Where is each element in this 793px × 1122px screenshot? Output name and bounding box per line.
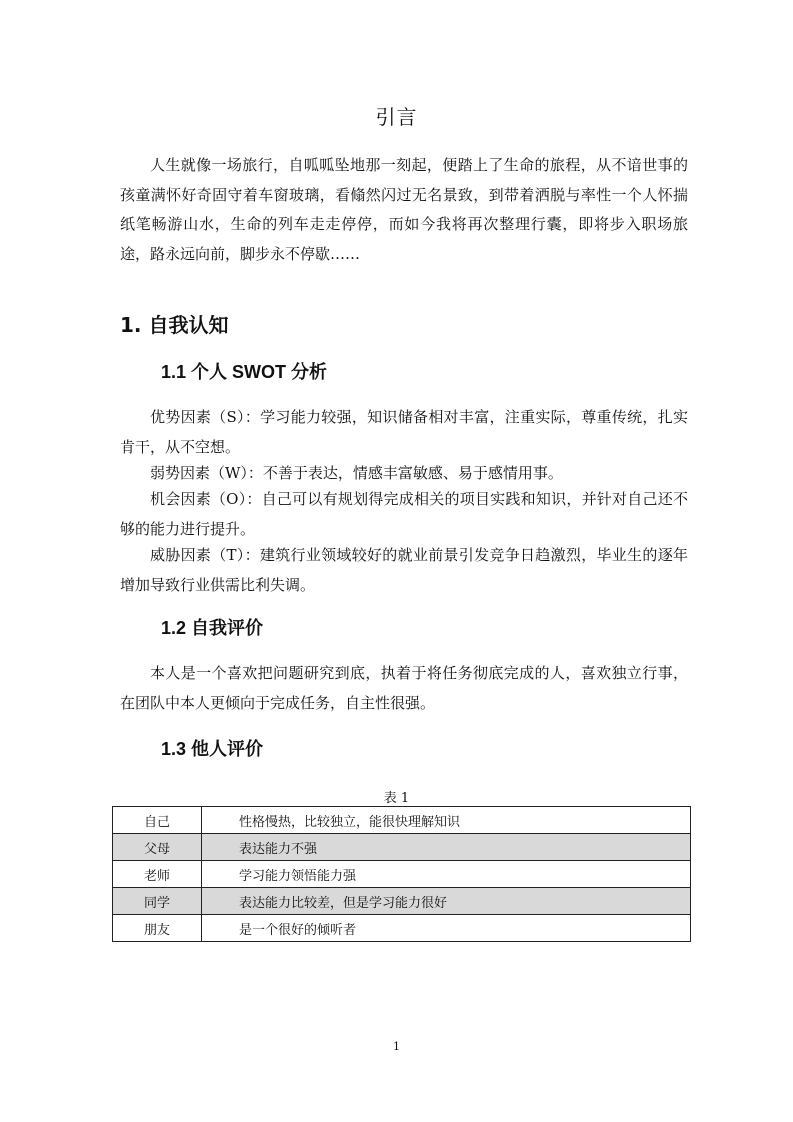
- table-cell-evaluator: 朋友: [113, 915, 202, 942]
- table-cell-evaluation: 表达能力不强: [202, 834, 691, 861]
- table-row: [113, 834, 691, 861]
- table-cell-evaluator: 同学: [113, 888, 202, 915]
- swot-weakness-paragraph: 弱势因素（W）：不善于表达，情感丰富敏感、易于感情用事。: [150, 464, 563, 482]
- section-heading-self-cognition: 1. 自我认知: [120, 313, 229, 337]
- self-eval-paragraph: 本人是一个喜欢把问题研究到底，执着于将任务彻底完成的人，喜欢独立行事，在团队中本人更倾向于完成任务，自主性很强。: [120, 664, 688, 712]
- swot-strength-paragraph: 优势因素（S）：学习能力较强，知识储备相对丰富，注重实际，尊重传统，扎实肯干，从不空想。: [120, 408, 688, 456]
- swot-opportunity-paragraph: 机会因素（O）：自己可以有规划得完成相关的项目实践和知识，并针对自己还不够的能力进行提升。: [120, 490, 688, 538]
- table-row: [113, 861, 691, 888]
- others-eval-table: [112, 806, 691, 942]
- page-title: 引言: [375, 105, 418, 129]
- subsection-heading-others-eval: 1.3 他人评价: [161, 739, 264, 759]
- swot-threat-paragraph: 威胁因素（T）：建筑行业领域较好的就业前景引发竞争日趋激烈，毕业生的逐年增加导致行业供需比利失调。: [120, 546, 688, 594]
- subsection-heading-swot: 1.1 个人 SWOT 分析: [161, 362, 328, 382]
- subsection-heading-self-eval: 1.2 自我评价: [161, 618, 264, 638]
- table-caption: 表 1: [383, 791, 410, 806]
- table-cell-evaluation: 性格慢热，比较独立，能很快理解知识: [202, 807, 691, 834]
- table-cell-evaluation: 学习能力领悟能力强: [202, 861, 691, 888]
- table-cell-evaluation: 表达能力比较差，但是学习能力很好: [202, 888, 691, 915]
- table-cell-evaluator: 自己: [113, 807, 202, 834]
- table-row: [113, 915, 691, 942]
- table-row: [113, 807, 691, 834]
- table-row: [113, 888, 691, 915]
- table-cell-evaluator: 老师: [113, 861, 202, 888]
- table-cell-evaluation: 是一个很好的倾听者: [202, 915, 691, 942]
- intro-paragraph: 人生就像一场旅行，自呱呱坠地那一刻起，便踏上了生命的旅程，从不谙世事的孩童满怀好奇固守着车窗玻璃，看翛然闪过无名景致，到带着洒脱与率性一个人怀揣纸笔畅游山水，生命的列车走走停停，而如今我将再次整理行囊，即将步入职场旅途，路永远向前，脚步永不停歇……: [120, 156, 688, 263]
- table-cell-evaluator: 父母: [113, 834, 202, 861]
- page-number: 1: [393, 1040, 400, 1053]
